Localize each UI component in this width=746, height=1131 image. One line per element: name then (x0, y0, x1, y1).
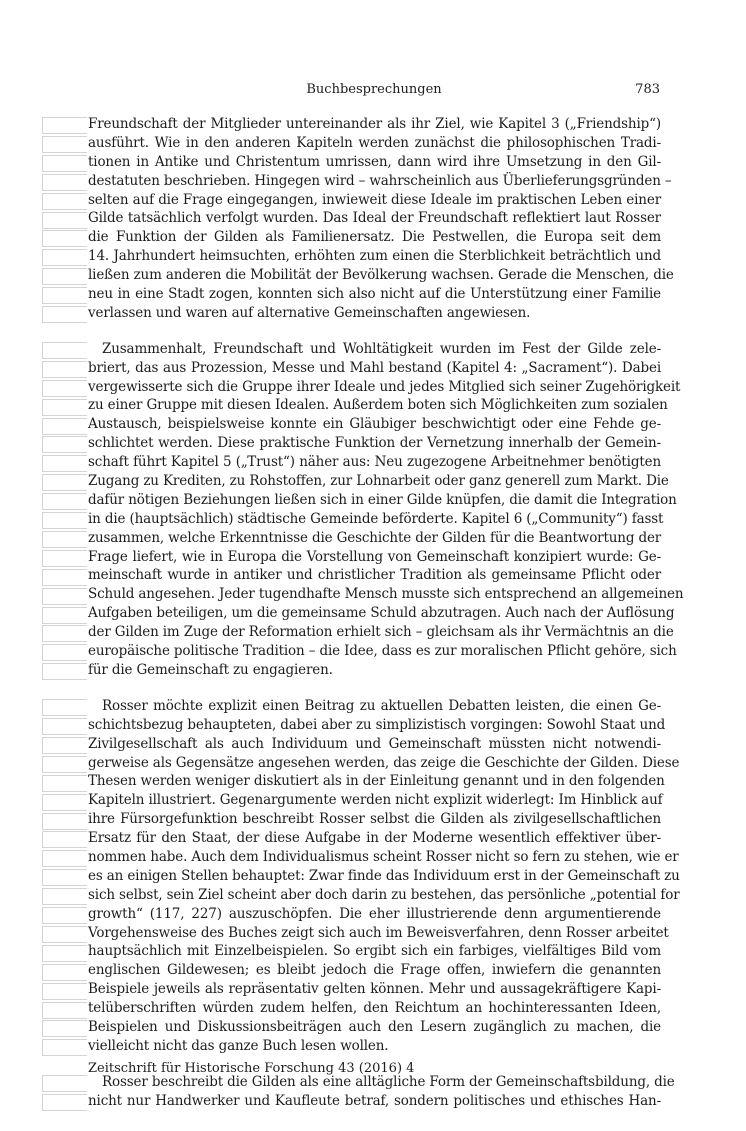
line-margin-marker (42, 850, 87, 867)
line-margin-marker (42, 1075, 87, 1092)
line-margin-marker (42, 926, 87, 943)
text-line: zusammen, welche Erkenntnisse die Geschichte der Gilden für die Beantwortung der (88, 529, 662, 546)
line-margin-marker (42, 136, 87, 153)
line-margin-marker (42, 230, 87, 247)
line-margin-marker (42, 1002, 87, 1019)
line-margin-marker (42, 718, 87, 735)
line-margin-marker (42, 155, 87, 172)
running-head (88, 82, 660, 102)
text-line: vergewisserte sich die Gruppe ihrer Ideale und jedes Mitglied sich seiner Zugehörigkeit (88, 378, 681, 395)
text-line: Rosser möchte explizit einen Beitrag zu aktuellen Debatten leisten, die einen Ge- (102, 697, 661, 714)
text-line: in die (hauptsächlich) städtische Gemeinde beförderte. Kapitel 6 („Community“) fasst (88, 510, 664, 527)
line-margin-marker (42, 1094, 87, 1111)
text-line: für die Gemeinschaft zu engagieren. (88, 661, 333, 678)
text-line: hauptsächlich mit Einzelbeispielen. So ergibt sich ein farbiges, vielfältiges Bild vom (88, 943, 661, 960)
paragraph (88, 115, 674, 323)
text-line: vielleicht nicht das ganze Buch lesen wollen. (88, 1037, 389, 1054)
line-margin-marker (42, 174, 87, 191)
article-body (88, 115, 684, 1111)
line-margin-marker (42, 945, 87, 962)
line-margin-marker (42, 756, 87, 773)
text-line: Zivilgesellschaft als auch Individuum und Gemeinschaft müssten nicht notwendi- (88, 735, 661, 752)
line-margin-marker (42, 342, 87, 359)
line-margin-marker (42, 193, 87, 210)
line-margin-marker (42, 737, 87, 754)
text-line: Beispiele jeweils als repräsentativ gelten können. Mehr und aussagekräftigere Kapi- (88, 981, 661, 998)
line-margin-marker (42, 306, 87, 323)
text-line: schlichtet werden. Diese praktische Funktion der Vernetzung innerhalb der Gemein- (88, 435, 661, 452)
line-margin-marker (42, 869, 87, 886)
text-line: Beispielen und Diskussionsbeiträgen auch den Lesern zugänglich zu machen, die (88, 1018, 661, 1035)
text-line: 14. Jahrhundert heimsuchten, erhöhten zum einen die Sterblichkeit beträchtlich und (88, 248, 661, 265)
text-line: Aufgaben beteiligen, um die gemeinsame Schuld abzutragen. Auch nach der Auflösung (88, 605, 675, 622)
text-line: Austausch, beispielsweise konnte ein Gläubiger beschwichtigt oder eine Fehde ge- (88, 416, 661, 433)
text-line: Rosser beschreibt die Gilden als eine alltägliche Form der Gemeinschaftsbildung, die (102, 1073, 675, 1090)
text-line: dafür nötigen Beziehungen ließen sich in einer Gilde knüpfen, die damit die Integration (88, 491, 677, 508)
text-line: nommen habe. Auch dem Individualismus scheint Rosser nicht so fern zu stehen, wie er (88, 848, 679, 865)
text-line: es an einigen Stellen behauptet: Zwar finde das Individuum erst in der Gemeinschaft zu (88, 867, 680, 884)
line-margin-marker (42, 531, 87, 548)
line-margin-marker (42, 699, 87, 716)
line-margin-marker (42, 249, 87, 266)
text-line: telüberschriften würden zudem helfen, den Reichtum an hochinteressanten Ideen, (88, 1000, 661, 1017)
paragraph-gap (88, 323, 661, 340)
text-line: nicht nur Handwerker und Kaufleute betraf, sondern politisches und ethisches Han- (88, 1092, 661, 1109)
text-line: meinschaft wurde in antiker und christlicher Tradition als gemeinsame Pflicht oder (88, 567, 661, 584)
line-margin-marker (42, 644, 87, 661)
line-margin-marker (42, 625, 87, 642)
line-margin-marker (42, 380, 87, 397)
line-margin-marker (42, 588, 87, 605)
line-margin-marker (42, 212, 87, 229)
text-line: Freundschaft der Mitglieder untereinander als ihr Ziel, wie Kapitel 3 („Friendship“) (88, 116, 661, 132)
text-line: ließen zum anderen die Mobilität der Bevölkerung wachsen. Gerade die Menschen, die (88, 267, 674, 284)
line-margin-marker (42, 474, 87, 491)
line-margin-marker (42, 436, 87, 453)
line-margin-marker (42, 399, 87, 416)
line-margin-marker (42, 794, 87, 811)
line-margin-marker (42, 663, 87, 680)
paragraph (88, 1073, 675, 1111)
text-line: Zusammenhalt, Freundschaft und Wohltätigkeit wurden im Fest der Gilde zele- (102, 340, 661, 357)
line-margin-marker (42, 1039, 87, 1056)
text-line: Zugang zu Krediten, zu Rohstoffen, zur Lohnarbeit oder ganz generell zum Markt. Die (88, 473, 669, 490)
text-line: selten auf die Frage eingegangen, inwieweit diese Ideale im praktischen Leben einer (88, 191, 661, 208)
line-margin-marker (42, 455, 87, 472)
line-margin-marker (42, 964, 87, 981)
line-margin-marker (42, 888, 87, 905)
line-margin-marker (42, 550, 87, 567)
text-line: sich selbst, sein Ziel scheint aber doch darin zu bestehen, das persönliche „potential for (88, 886, 680, 903)
line-margin-marker (42, 418, 87, 435)
text-line: Vorgehensweise des Buches zeigt sich auch im Beweisverfahren, denn Rosser arbeitet (88, 924, 669, 941)
text-line: gerweise als Gegensätze angesehen werden, das zeige die Geschichte der Gilden. Diese (88, 754, 680, 771)
line-margin-marker (42, 268, 87, 285)
line-margin-marker (42, 569, 87, 586)
line-margin-marker (42, 512, 87, 529)
line-margin-marker (42, 983, 87, 1000)
line-margin-marker (42, 361, 87, 378)
text-line: Kapiteln illustriert. Gegenargumente werden nicht explizit widerlegt: Im Hinblick auf (88, 792, 663, 809)
text-line: Thesen werden weniger diskutiert als in der Einleitung genannt und in den folgenden (88, 773, 665, 790)
text-line: die Funktion der Gilden als Familienersatz. Die Pestwellen, die Europa seit dem (88, 229, 661, 246)
text-line: europäische politische Tradition – die Idee, dass es zur moralischen Pflicht gehöre, sich (88, 643, 677, 660)
line-margin-marker (42, 493, 87, 510)
text-line: schichtsbezug behaupteten, dabei aber zu simplizistisch vorgingen: Sowohl Staat und (88, 716, 666, 733)
text-line: ihre Fürsorgefunktion beschreibt Rosser selbst die Gilden als zivilgesellschaftlichen (88, 811, 661, 828)
line-margin-marker (42, 1020, 87, 1037)
line-margin-marker (42, 287, 87, 304)
text-line: Schuld angesehen. Jeder tugendhafte Mensch musste sich entsprechend an allgemeinen (88, 586, 684, 603)
text-line: englischen Gildewesen; es bleibt jedoch die Frage offen, inwiefern die genannten (88, 962, 661, 979)
text-line: growth“ (117, 227) auszuschöpfen. Die eher illustrierende denn argumentierende (88, 905, 661, 922)
line-margin-marker (42, 607, 87, 624)
text-line: destatuten beschrieben. Hingegen wird – wahrscheinlich aus Überlieferungsgründen – (88, 172, 672, 189)
line-margin-marker (42, 813, 87, 830)
text-line: der Gilden im Zuge der Reformation erhielt sich – gleichsam als ihr Vermächtnis an die (88, 624, 674, 641)
text-line: Ersatz für den Staat, der diese Aufgabe in der Moderne wesentlich effektiver über- (88, 830, 661, 847)
text-line: ausführt. Wie in den anderen Kapiteln werden zunächst die philosophischen Tradi- (88, 134, 661, 151)
running-head-title: Buchbesprechungen (306, 82, 442, 97)
paragraph (88, 340, 684, 680)
paragraph-gap (88, 680, 661, 697)
text-line: tionen in Antike und Christentum umrissen, dann wird ihre Umsetzung in den Gil- (88, 153, 661, 170)
line-margin-marker (42, 117, 87, 134)
text-line: briert, das aus Prozession, Messe und Mahl bestand (Kapitel 4: „Sacrament“). Dabei (88, 359, 661, 376)
text-line: Frage liefert, wie in Europa die Vorstellung von Gemeinschaft konzipiert wurde: Ge- (88, 548, 661, 565)
text-line: neu in eine Stadt zogen, konnten sich also nicht auf die Unterstützung einer Familie (88, 286, 661, 303)
line-margin-marker (42, 907, 87, 924)
line-margin-marker (42, 775, 87, 792)
journal-citation-footer: Zeitschrift für Historische Forschung 43 (2016) 4 (88, 1061, 415, 1076)
paragraph (88, 697, 680, 1056)
page-number: 783 (635, 82, 660, 97)
text-line: verlassen und waren auf alternative Gemeinschaften angewiesen. (88, 304, 531, 321)
line-margin-marker (42, 831, 87, 848)
text-line: Gilde tatsächlich verfolgt wurden. Das Ideal der Freundschaft reflektiert laut Rosser (88, 210, 661, 227)
text-line: zu einer Gruppe mit diesen Idealen. Außerdem boten sich Möglichkeiten zum sozialen (88, 397, 668, 414)
text-line: schaft führt Kapitel 5 („Trust“) näher aus: Neu zugezogene Arbeitnehmer benötigten (88, 454, 661, 471)
